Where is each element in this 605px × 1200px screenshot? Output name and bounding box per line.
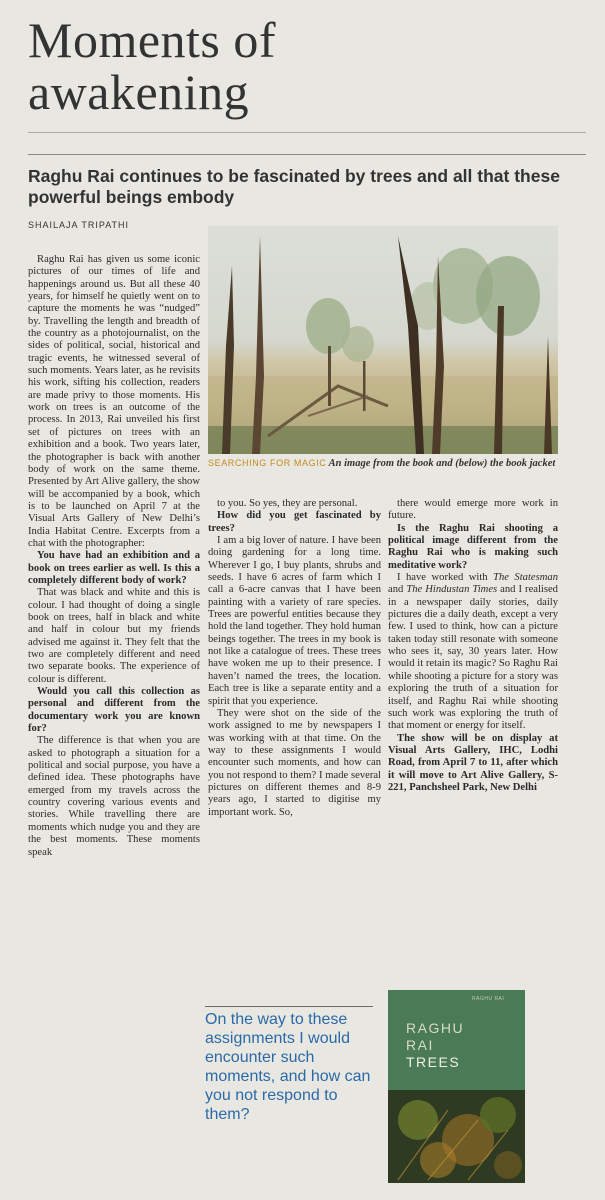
paragraph-fragment: and I realised in a newspaper daily stories, daily pictures die a daily death, except a very few. I used to think, how can a picture taken today still resonate with someone who sees it, say, 30 years later. How would it retain its magic? So Raghu Rai while shooting a picture for a story was exploring the truth of a situation for itself, and Raghu Rai while shooting such work was exploring the truth of that moment or energy for itself. xyxy=(388,584,558,732)
paragraph-fragment: I have worked with xyxy=(397,572,494,584)
publication-name: The Statesman xyxy=(493,572,558,584)
tree-photo xyxy=(208,226,558,454)
body-paragraph xyxy=(388,572,558,732)
book-title-line-3: TREES xyxy=(406,1054,461,1070)
caption-kicker: SEARCHING FOR MAGIC xyxy=(208,458,327,468)
body-column-2 xyxy=(208,498,381,819)
section-rule xyxy=(28,154,586,155)
tree-photo-illustration xyxy=(208,226,558,454)
caption-text: An image from the book and (below) the book jacket xyxy=(328,458,556,469)
headline xyxy=(28,14,588,118)
pull-quote-rule xyxy=(205,1006,373,1007)
interview-question: You have had an exhibition and a book on trees earlier as well. Is this a completely different body of work? xyxy=(28,550,200,586)
book-title-line-1: RAGHU xyxy=(406,1020,465,1036)
pull-quote: On the way to these assignments I would encounter such moments, and how can you not respond to them? xyxy=(205,1011,371,1123)
photo-caption xyxy=(208,457,558,470)
body-paragraph: to you. So yes, they are personal. xyxy=(217,498,358,509)
interview-question: Is the Raghu Rai shooting a political image different from the Raghu Rai who is making such meditative work? xyxy=(388,522,558,571)
book-title-line-2: RAI xyxy=(406,1037,434,1053)
paragraph-fragment: and xyxy=(388,584,407,596)
body-paragraph: That was black and white and this is colour. I had thought of doing a single book on trees, half in black and white and half in colour but my friends advised me against it. They felt that the two are completely different and need two separate books. The experience of colour is different. xyxy=(28,587,200,685)
body-paragraph: Raghu Rai has given us some iconic pictures of our times of life and happenings around us. But all these 40 years, for himself he quietly went on to capture the moments he was “nudged” by. Travelling the length and breadth of the country as a photojournalist, on the sides of political, social, historical and tragic events, he witnessed several of such moments. Years later, as he revisits his work, sifting his collection, readers are made privy to those moments. His work on trees is an outcome of the process. In 2013, Rai unveiled his first set of pictures on trees with an exhibition and a book. Two years later, the photographer is back with another body of work on the same theme. Presented by Art Alive gallery, the show will be accompanied by a book, which is to be launched on April 7 at the Visual Arts Gallery of New Delhi’s India Habitat Centre. Excerpts from a chat with the photographer: xyxy=(28,254,200,549)
headline-line-1: Moments of xyxy=(28,12,277,68)
body-column-1 xyxy=(28,254,200,859)
book-jacket-title xyxy=(406,1020,464,1071)
body-paragraph: I am a big lover of nature. I have been doing gardening for a long time. Wherever I go, I buy plants, shrubs and seeds. I have 6 acres of farm which I call a 6-acre canvas that I have been painting with a variety of rare species. Trees are powerful entities because they hold the land together. They hold human beings together. The trees in my book is not like a catalogue of trees. These trees have woken me up to their presence. I haven’t named the trees, the location. Each tree is like a separate entity and a spirit that you experience. xyxy=(208,535,381,707)
byline: SHAILAJA TRIPATHI xyxy=(28,220,130,230)
interview-question: The show will be on display at Visual Arts Gallery, IHC, Lodhi Road, from April 7 to 11, after which it will move to Art Alive Gallery, S-221, Panchsheel Park, New Delhi xyxy=(388,732,558,793)
body-paragraph: The difference is that when you are asked to photograph a situation for a political and social purpose, you have a defined idea. These photographs have emerged from my travels across the country covering various events and stories. While travelling there are moments which nudge you and they are the best moments. These moments speak xyxy=(28,735,200,858)
book-jacket xyxy=(388,990,525,1183)
headline-rule xyxy=(28,132,586,133)
publication-name: The Hindustan Times xyxy=(406,584,498,596)
deck-subheadline: Raghu Rai continues to be fascinated by trees and all that these powerful beings embody xyxy=(28,166,560,207)
body-column-3 xyxy=(388,498,558,794)
book-jacket-small-text: RAGHU RAI xyxy=(472,996,505,1002)
headline-line-2: awakening xyxy=(28,64,250,120)
interview-question: Would you call this collection as personal and different from the documentary work you are known for? xyxy=(28,686,200,735)
book-jacket-foliage-image xyxy=(388,1090,525,1183)
body-paragraph: They were shot on the side of the work assigned to me by newspapers I was working with at that time. On the way to these assignments I would encounter such moments, and how can you not respond to them? I made several pictures on different themes and 8-9 years ago, I started to digitise my important work. So, xyxy=(208,707,381,818)
body-paragraph: there would emerge more work in future. xyxy=(388,498,558,522)
interview-question: How did you get fascinated by trees? xyxy=(208,510,381,534)
